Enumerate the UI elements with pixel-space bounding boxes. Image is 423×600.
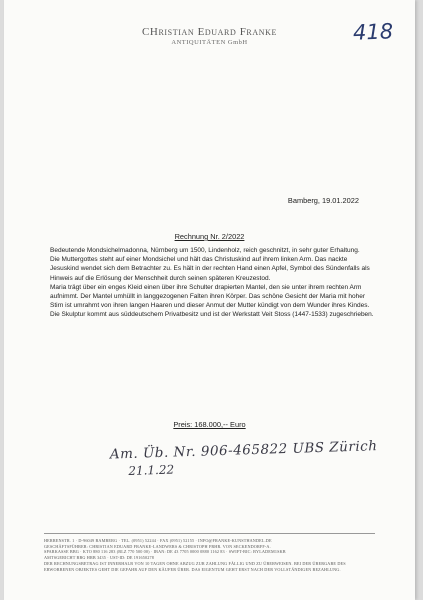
footer-line: DER RECHNUNGSBETRAG IST INNERHALB VON 10 TAGEN OHNE ABZUG ZUR ZAHLUNG FÄLLIG UND ZU ÜBERWEISEN. BEI DER ÜBERGABE DES — [44, 560, 346, 566]
invoice-price: Preis: 168.000,-- Euro — [173, 420, 246, 429]
footer-line: HERRENSTR. 1 · D-96049 BAMBERG · TEL. (0951) 52244 · FAX (0951) 52155 · INFO@FRANKE-KUNSTHANDEL.DE — [44, 538, 272, 543]
company-name: CHristian Eduard Franke — [142, 26, 277, 38]
invoice-page — [4, 0, 415, 600]
footer-line: SPARKASSE BBG · KTO 880 116 283 (BLZ 770 500 00) · IBAN: DE 43 7705 0000 0880 1162 83 · SWIFT-BIC: BYLADEM1SKB — [44, 549, 286, 555]
invoice-title: Rechnung Nr. 2/2022 — [174, 232, 245, 241]
description-paragraph: Maria trägt über ein enges Kleid einen über ihre Schulter drapierten Mantel, den sie unter ihrem rechten Arm aufnimmt. Der Mantel umhüllt in langgezogenen Falten ihren Körper. Das schöne Gesicht der Maria mit hoher Stirn ist umrahmt von ihren langen Haaren und dieser Anmut der Mutter kündigt von dem Wunder ihres Kindes. — [50, 283, 370, 310]
handwritten-page-number: 418 — [352, 19, 394, 45]
handwritten-payment-note — [110, 437, 401, 478]
handwritten-note-date: 21.1.22 — [128, 462, 175, 478]
description-paragraph: Die Muttergottes steht auf einer Mondsichel und hält das Christuskind auf ihrem linken Arm. Das nackte Jesuskind wendet sich dem Betrachter zu. Es hält in der rechten Hand einen Apfel, Symbol des Sündenfalls als Hinweis auf die Erlösung der Menschheit durch seinen späteren Kreuzestod. — [50, 256, 370, 282]
description-paragraph: Die Skulptur kommt aus süddeutschem Privatbesitz und ist der Werkstatt Veit Stoss (1447-1533) zugeschrieben. — [50, 311, 374, 319]
company-subtitle: ANTIQUITÄTEN GmbH — [171, 39, 248, 46]
description-paragraph: Bedeutende Mondsichelmadonna, Nürnberg um 1500, Lindenholz, reich geschnitzt, in sehr guter Erhaltung. — [50, 247, 360, 254]
invoice-date: Bamberg, 19.01.2022 — [287, 196, 359, 205]
handwritten-note-line: Am. Üb. Nr. 906-465822 UBS Zürich — [109, 438, 378, 463]
invoice-description — [50, 246, 376, 320]
footer-line: GESCHÄFTSFÜHRER: CHRISTIAN EDUARD FRANKE-LANDWERS & CHRISTOPH FRHR. VON SECKENDORFF-A. — [44, 543, 271, 549]
footer-divider — [44, 533, 375, 534]
company-footer — [44, 538, 374, 572]
footer-line: ERWORBENEN OBJEKTES GEHT DIE GEFAHR AUF DEN KÄUFER ÜBER. DAS EIGENTUM GEHT ERST NACH DER VOLLSTÄNDIGEN BEZAHLUNG. — [44, 566, 341, 572]
footer-line: AMTSGERICHT BBG HRB 3435 · UST-ID: DE 191650278 — [44, 555, 154, 561]
